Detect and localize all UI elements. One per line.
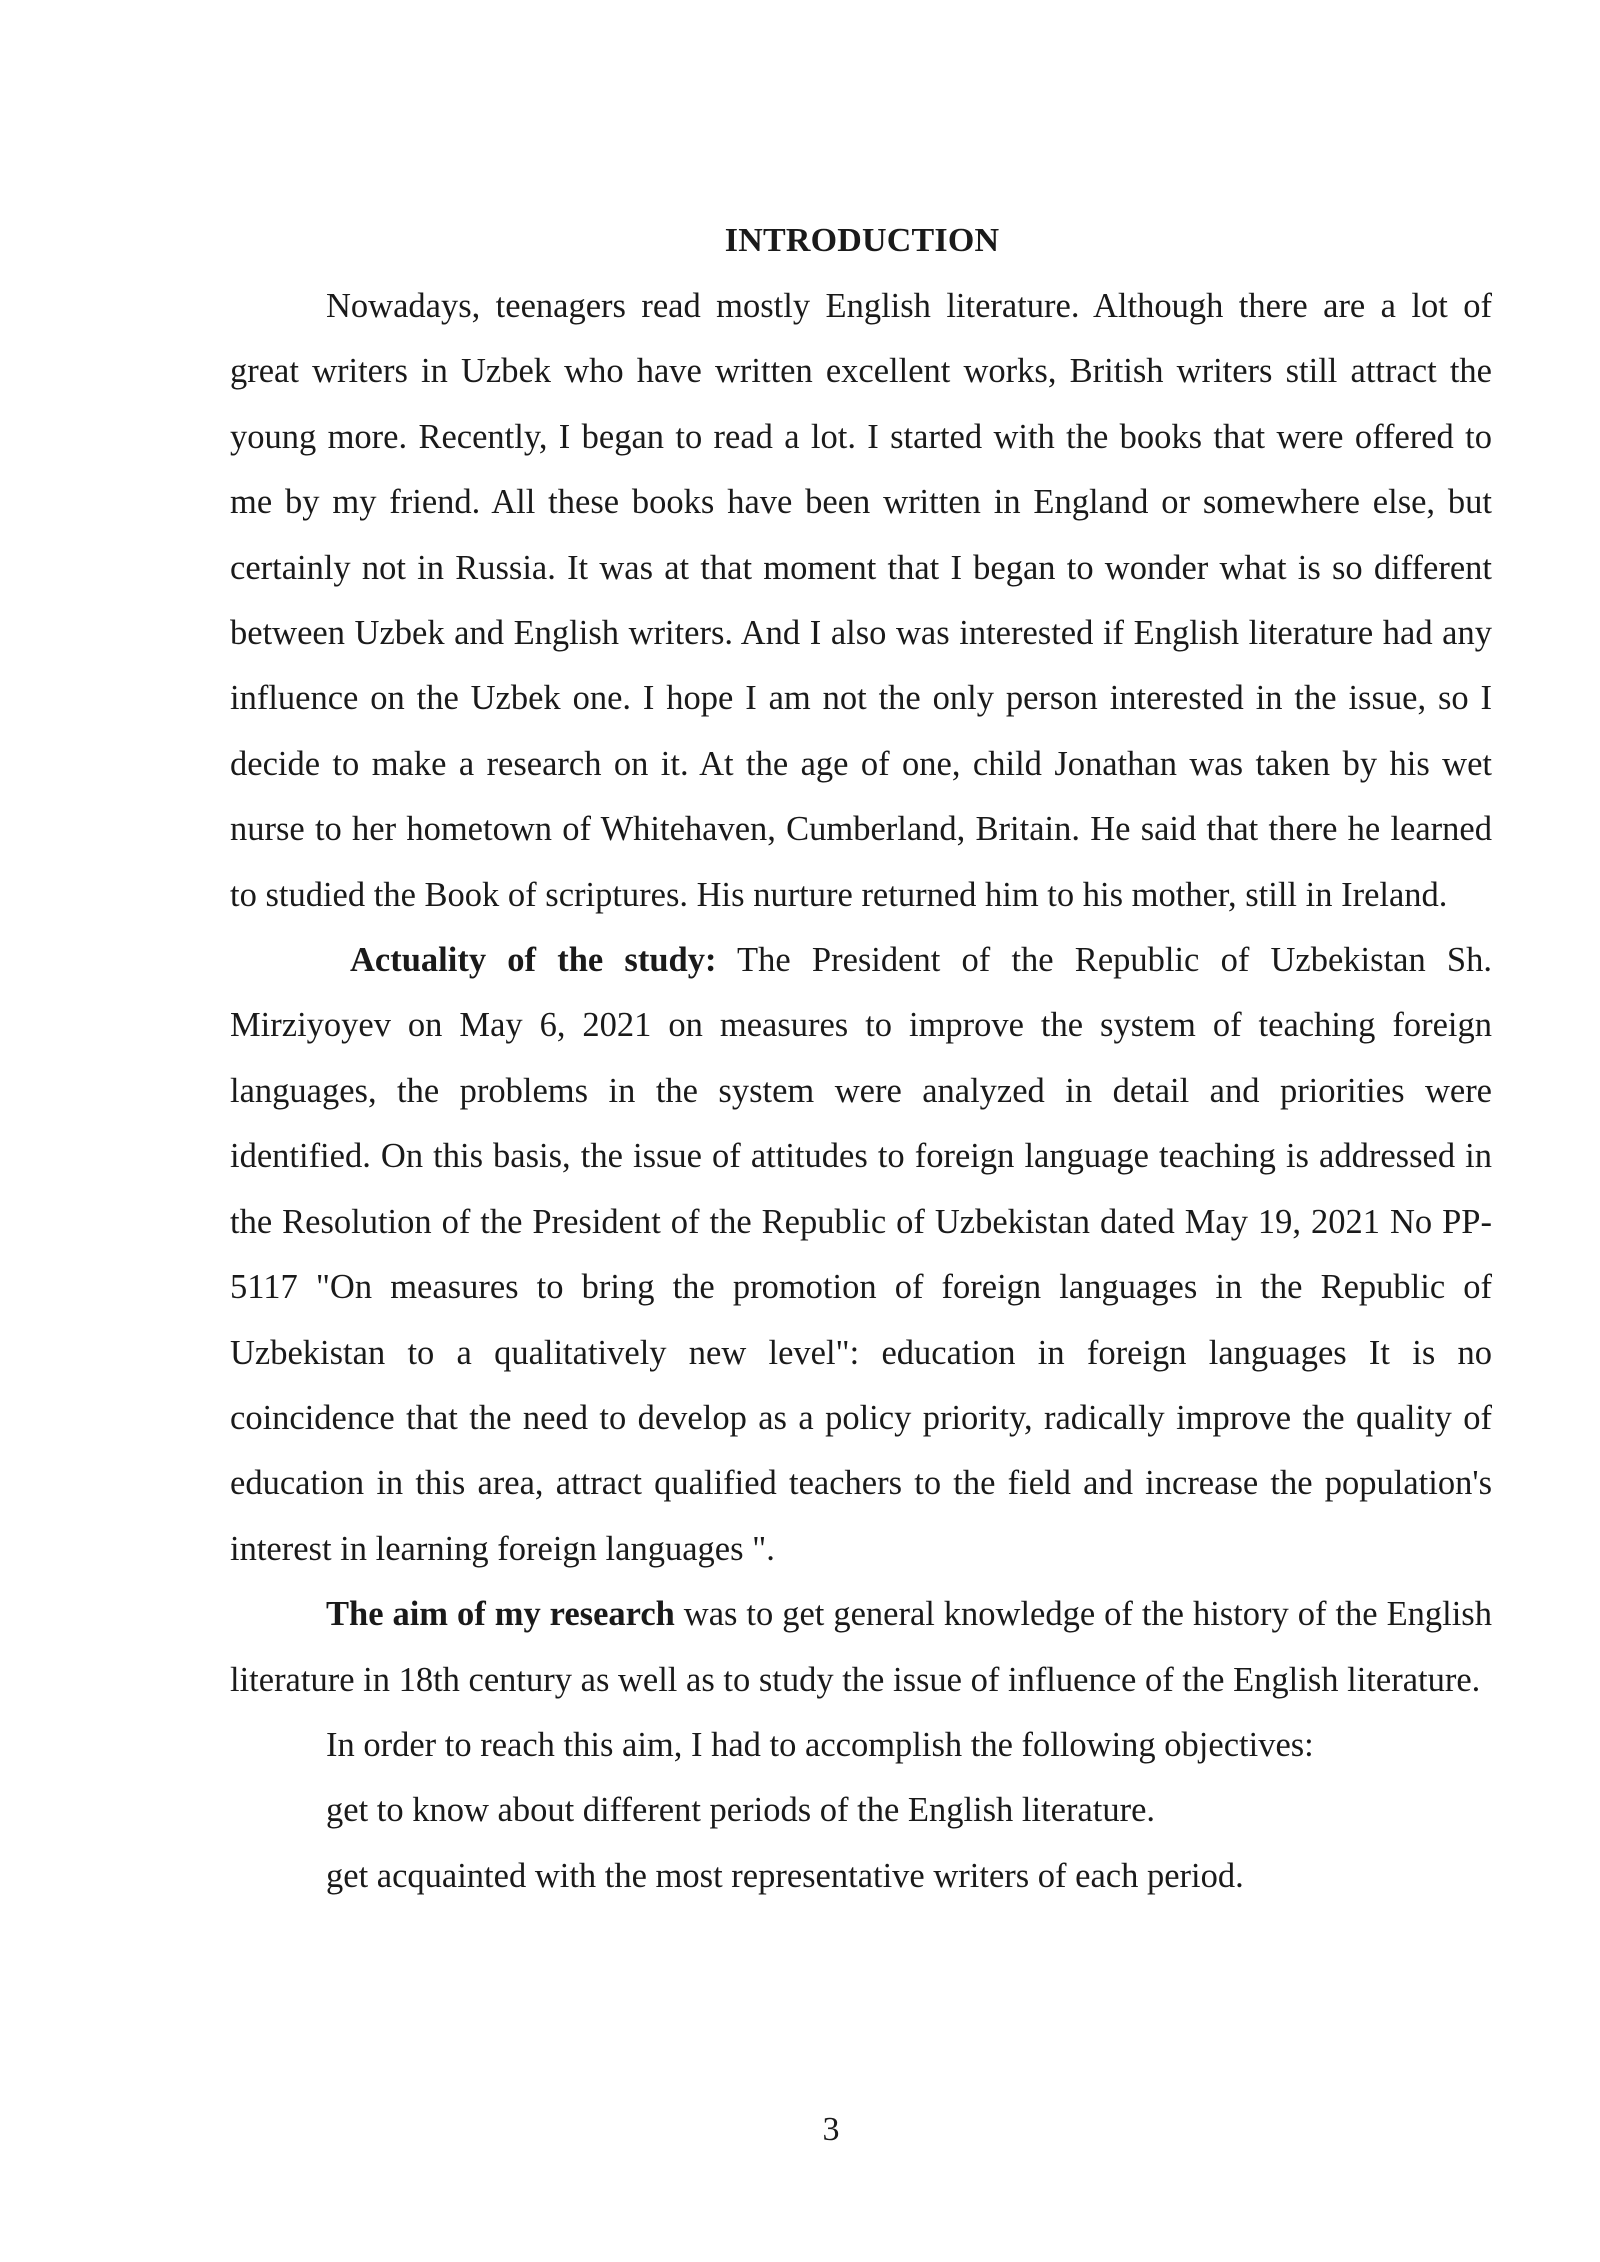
actuality-paragraph bbox=[230, 928, 1492, 1582]
aim-text: was to get general knowledge of the history of the English literature in 18th century as well as to study the issue of influence of the English literature. bbox=[230, 1595, 1492, 1699]
actuality-label: Actuality of the study: bbox=[350, 941, 717, 980]
aim-paragraph bbox=[230, 1582, 1492, 1713]
page-title: INTRODUCTION bbox=[724, 222, 1000, 259]
page-content bbox=[230, 214, 1492, 1909]
page-number: 3 bbox=[822, 2111, 840, 2148]
objective-item-2: get acquainted with the most representative writers of each period. bbox=[326, 1856, 1244, 1895]
objectives-intro: In order to reach this aim, I had to accomplish the following objectives: bbox=[326, 1725, 1314, 1764]
intro-paragraph: Nowadays, teenagers read mostly English literature. Although there are a lot of great writers in Uzbek who have written excellent works, British writers still attract the young more. Recently, I began to read a lot. I started with the books that were offered to me by my friend. All these books have been written in England or somewhere else, but certainly not in Russia. It was at that moment that I began to wonder what is so different between Uzbek and English writers. And I also was interested if English literature had any influence on the Uzbek one. I hope I am not the only person interested in the issue, so I decide to make a research on it. At the age of one, child Jonathan was taken by his wet nurse to her hometown of Whitehaven, Cumberland, Britain. He said that there he learned to studied the Book of scriptures. His nurture returned him to his mother, still in Ireland. bbox=[230, 287, 1492, 914]
objective-item-1: get to know about different periods of the English literature. bbox=[326, 1791, 1156, 1830]
aim-label: The aim of my research bbox=[326, 1595, 675, 1634]
actuality-text: The President of the Republic of Uzbekistan Sh. Mirziyoyev on May 6, 2021 on measures to improve the system of teaching foreign languages, the problems in the system were analyzed in detail and priorities were identified. On this basis, the issue of attitudes to foreign language teaching is addressed in the Resolution of the President of the Republic of Uzbekistan dated May 19, 2021 No PP-5117 "On measures to bring the promotion of foreign languages in the Republic of Uzbekistan to a qualitatively new level": education in foreign languages It is no coincidence that the need to develop as a policy priority, radically improve the quality of education in this area, attract qualified teachers to the field and increase the population's interest in learning foreign languages ". bbox=[230, 941, 1492, 1568]
